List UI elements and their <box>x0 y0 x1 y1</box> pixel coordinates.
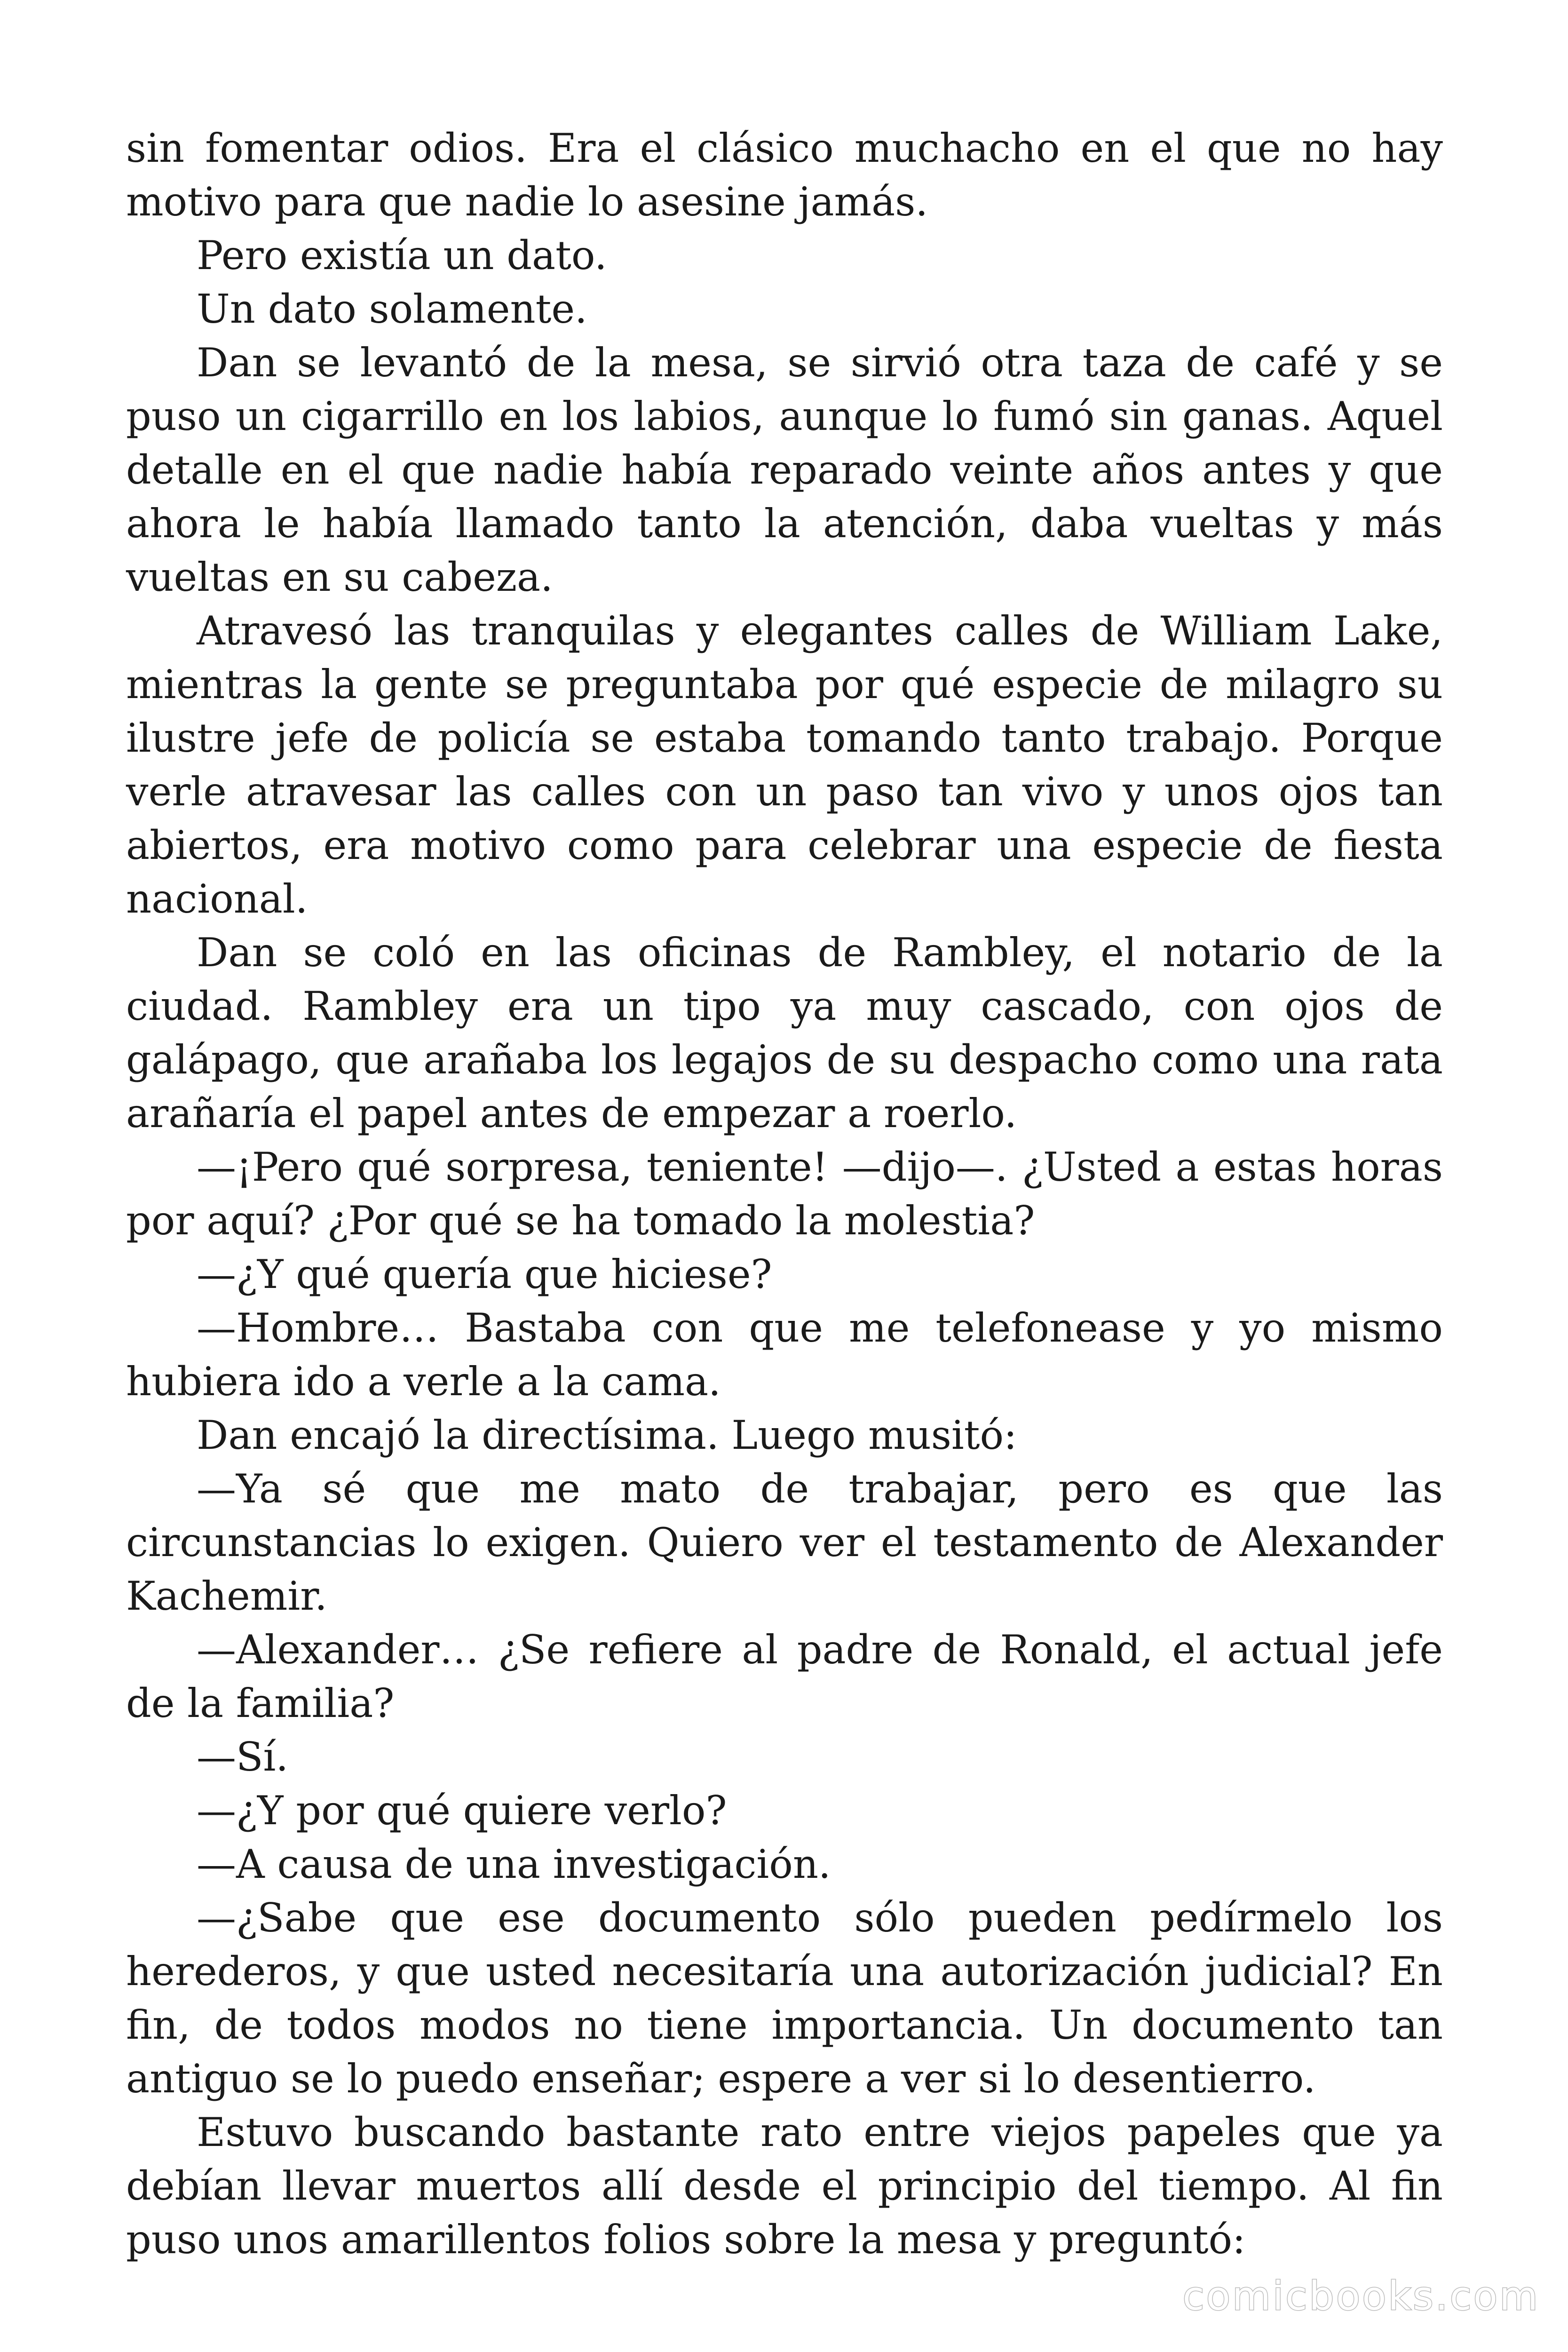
paragraph-11: —Ya sé que me mato de trabajar, pero es que las circunstancias lo exigen. Quiero ver el testamento de Alexander Kachemir. <box>126 1466 1443 1619</box>
paragraph-7: —¡Pero qué sorpresa, teniente! —dijo—. ¿Usted a estas horas por aquí? ¿Por qué se ha tomado la molestia? <box>126 1144 1443 1244</box>
paragraph-8: —¿Y qué quería que hiciese? <box>197 1251 772 1297</box>
paragraph-9: —Hombre… Bastaba con que me telefonease y yo mismo hubiera ido a verle a la cama. <box>126 1305 1443 1405</box>
paragraph-16: —¿Sabe que ese documento sólo pueden pedírmelo los herederos, y que usted necesitaría una autorización judicial? En fin, de todos modos no tiene importancia. Un documento tan antiguo se lo puedo enseñar; espere a ver si lo desentierro. <box>126 1895 1443 2102</box>
paragraph-13: —Sí. <box>197 1734 289 1780</box>
paragraph-4: Dan se levantó de la mesa, se sirvió otra taza de café y se puso un cigarrillo en los labios, aunque lo fumó sin ganas. Aquel detalle en el que nadie había reparado veinte años antes y que ahora le había llamado tanto la atención, daba vueltas y más vueltas en su cabeza. <box>126 340 1443 600</box>
paragraph-10: Dan encajó la directísima. Luego musitó: <box>197 1412 1017 1458</box>
paragraph-12: —Alexander… ¿Se refiere al padre de Ronald, el actual jefe de la familia? <box>126 1627 1443 1726</box>
paragraph-3: Un dato solamente. <box>197 286 587 332</box>
paragraph-6: Dan se coló en las oficinas de Rambley, el notario de la ciudad. Rambley era un tipo ya muy cascado, con ojos de galápago, que arañaba los legajos de su despacho como una rata arañaría el papel antes de empezar a roerlo. <box>126 930 1443 1136</box>
paragraph-5: Atravesó las tranquilas y elegantes calles de William Lake, mientras la gente se preguntaba por qué especie de milagro su ilustre jefe de policía se estaba tomando tanto trabajo. Porque verle atravesar las calles con un paso tan vivo y unos ojos tan abiertos, era motivo como para celebrar una especie de fiesta nacional. <box>126 608 1443 922</box>
watermark-logo: comicbooks.com <box>1182 2273 1540 2319</box>
paragraph-14: —¿Y por qué quiere verlo? <box>197 1788 727 1834</box>
paragraph-17: Estuvo buscando bastante rato entre viejos papeles que ya debían llevar muertos allí desde el principio del tiempo. Al fin puso unos amarillentos folios sobre la mesa y preguntó: <box>126 2109 1443 2263</box>
paragraph-15: —A causa de una investigación. <box>197 1841 831 1887</box>
paragraph-2: Pero existía un dato. <box>197 232 607 278</box>
book-page-body <box>126 121 1443 2266</box>
paragraph-1: sin fomentar odios. Era el clásico muchacho en el que no hay motivo para que nadie lo asesine jamás. <box>126 125 1443 225</box>
